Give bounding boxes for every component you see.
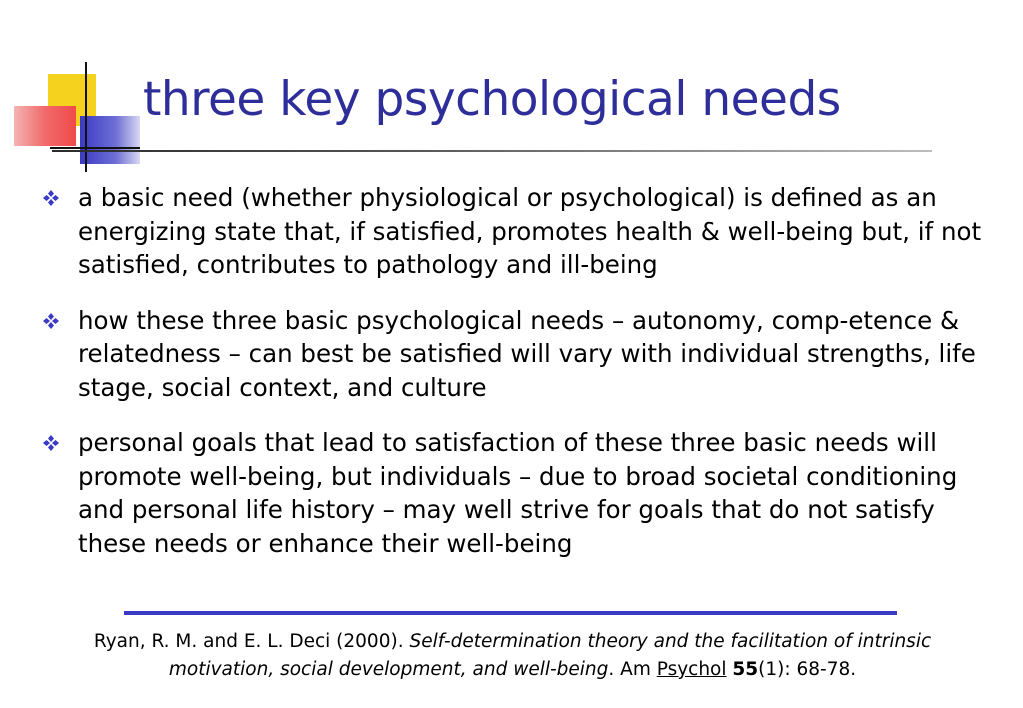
- citation: [40, 628, 985, 684]
- citation-authors: Ryan, R. M. and E. L. Deci (2000).: [93, 631, 410, 652]
- citation-divider: [124, 611, 897, 615]
- bullet-item: [42, 426, 1007, 560]
- logo-blue-square: [80, 116, 140, 164]
- citation-article-title: Self-determination theory and the facilitation of intrinsic motivation, social development, and well-being: [168, 631, 932, 680]
- bullet-item: [42, 304, 1007, 405]
- citation-issue-pages: (1): 68-78.: [758, 659, 857, 680]
- slide-title: three key psychological needs: [143, 72, 841, 127]
- four-diamond-bullet-icon: [42, 434, 60, 452]
- bullet-text: how these three basic psychological needs – autonomy, comp-etence & relatedness – can best be satisfied will vary with individual strengths, life stage, social context, and culture: [78, 305, 976, 402]
- bullet-text: a basic need (whether physiological or psychological) is defined as an energizing state that, if satisfied, promotes health & well-being but, if not satisfied, contributes to pathology and ill-being: [78, 183, 982, 279]
- four-diamond-bullet-icon: [42, 189, 60, 207]
- title-divider: [52, 150, 932, 152]
- citation-journal: Psychol: [656, 659, 727, 680]
- bullet-text: personal goals that lead to satisfaction of these three basic needs will promote well-being, but individuals – due to broad societal conditioning and personal life history – may well strive for goals that do not satisfy these needs or enhance their well-being: [78, 428, 958, 558]
- citation-journal-prefix: Am: [620, 659, 657, 680]
- citation-period: .: [608, 659, 621, 680]
- logo-red-square: [14, 106, 76, 146]
- bullet-item: [42, 181, 1007, 282]
- bullet-list: [42, 181, 1007, 582]
- four-diamond-bullet-icon: [42, 312, 60, 330]
- citation-volume: 55: [732, 659, 759, 680]
- slide-logo: [0, 0, 150, 180]
